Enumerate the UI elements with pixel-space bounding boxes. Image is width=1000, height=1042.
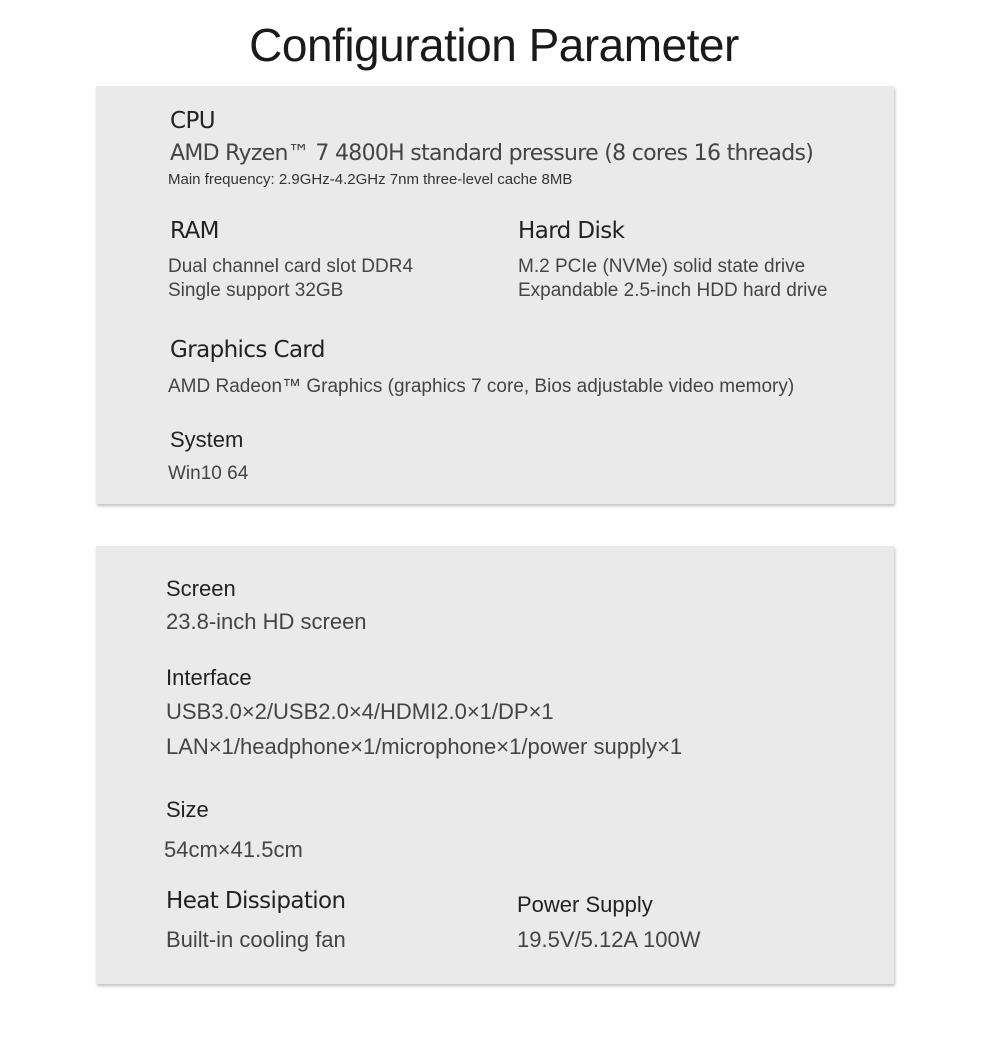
size-heading: Size [166, 797, 209, 822]
hard-disk-line-2: Expandable 2.5-inch HDD hard drive [518, 280, 828, 301]
graphics-value: AMD Radeon™ Graphics (graphics 7 core, Bios adjustable video memory) [168, 376, 795, 397]
system-heading: System [170, 427, 244, 452]
ram-line-2: Single support 32GB [168, 280, 344, 301]
power-supply-heading: Power Supply [517, 892, 653, 917]
specs-panel-hardware [96, 86, 894, 504]
hard-disk-line-1: M.2 PCIe (NVMe) solid state drive [518, 256, 806, 277]
screen-value: 23.8-inch HD screen [166, 609, 367, 634]
size-value: 54cm×41.5cm [164, 837, 303, 862]
system-value: Win10 64 [168, 463, 249, 484]
hard-disk-heading: Hard Disk [518, 218, 625, 244]
specs-panel-physical [96, 546, 894, 984]
cpu-detail: Main frequency: 2.9GHz-4.2GHz 7nm three-level cache 8MB [168, 171, 573, 188]
cpu-model: AMD Ryzen™ 7 4800H standard pressure (8 cores 16 threads) [170, 141, 814, 166]
screen-heading: Screen [166, 576, 236, 601]
ram-line-1: Dual channel card slot DDR4 [168, 256, 414, 277]
interface-heading: Interface [166, 665, 252, 690]
ram-heading: RAM [170, 218, 219, 244]
power-supply-value: 19.5V/5.12A 100W [517, 927, 701, 952]
heat-dissipation-heading: Heat Dissipation [166, 888, 346, 914]
interface-line-2: LAN×1/headphone×1/microphone×1/power supply×1 [166, 734, 683, 759]
interface-line-1: USB3.0×2/USB2.0×4/HDMI2.0×1/DP×1 [166, 699, 554, 724]
graphics-heading: Graphics Card [170, 337, 325, 363]
page-title: Configuration Parameter [249, 19, 739, 71]
cpu-heading: CPU [170, 108, 215, 134]
heat-dissipation-value: Built-in cooling fan [166, 927, 346, 952]
